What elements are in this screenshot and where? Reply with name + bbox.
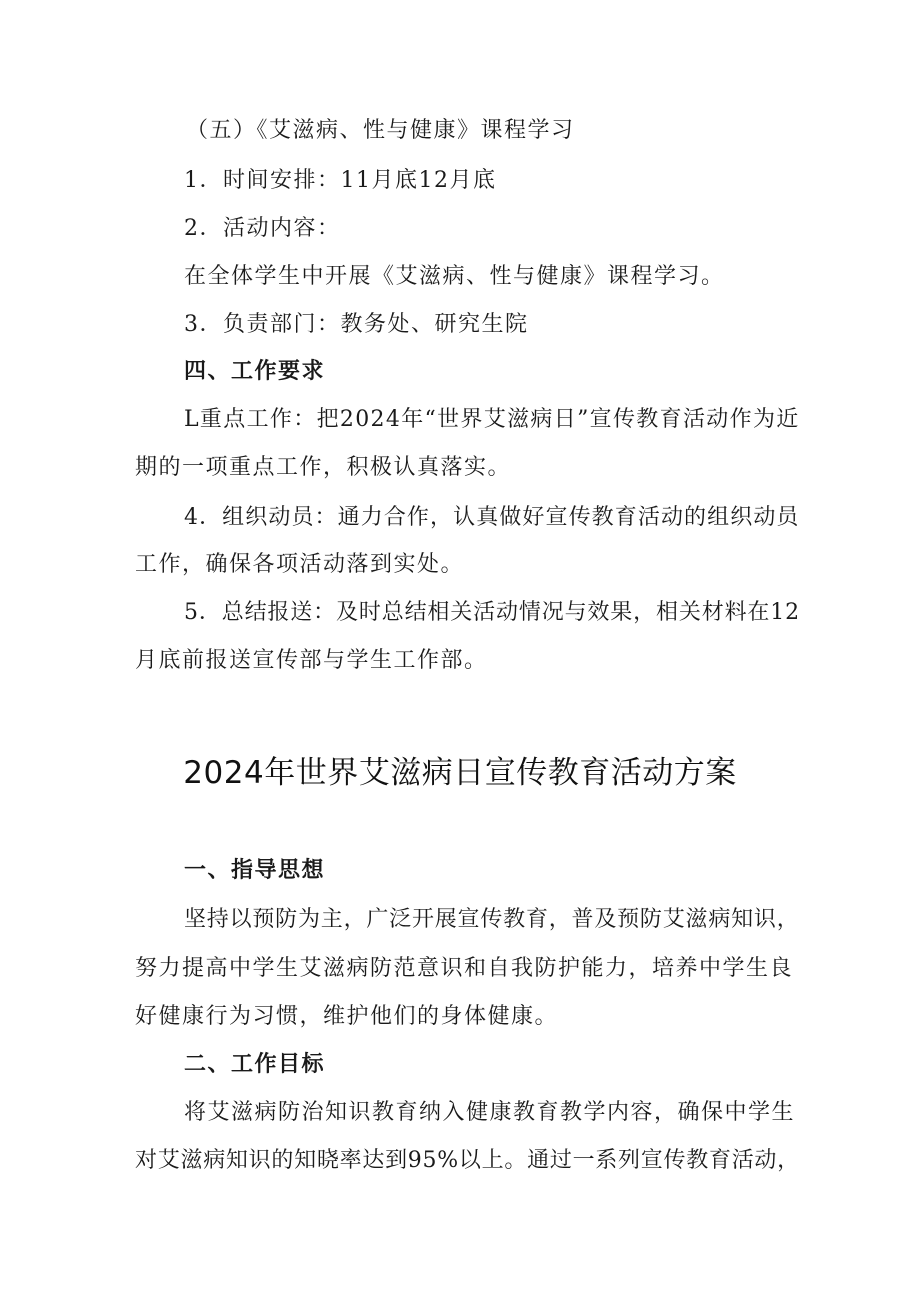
list-item-activity-content: 2．活动内容：	[184, 216, 341, 241]
requirement-report-line1: 5．总结报送：及时总结相关活动情况与效果，相关材料在12	[184, 600, 800, 625]
paragraph-activity-description: 在全体学生中开展《艾滋病、性与健康》课程学习。	[184, 264, 725, 289]
requirement-key-work-line2: 期的一项重点工作，积极认真落实。	[135, 455, 512, 480]
list-item-schedule: 1．时间安排：11月底12月底	[184, 168, 497, 193]
requirement-mobilization-line1: 4．组织动员：通力合作，认真做好宣传教育活动的组织动员	[184, 505, 800, 530]
section-heading-work-requirements: 四、工作要求	[184, 359, 326, 384]
requirement-report-line2: 月底前报送宣传部与学生工作部。	[135, 648, 488, 673]
guiding-ideology-line2: 努力提高中学生艾滋病防范意识和自我防护能力，培养中学生良	[135, 956, 794, 981]
work-goals-line1: 将艾滋病防治知识教育纳入健康教育教学内容，确保中学生	[184, 1100, 796, 1125]
sub-heading-course-study: （五）《艾滋病、性与健康》课程学习	[186, 118, 575, 143]
document-title: 2024年世界艾滋病日宣传教育活动方案	[183, 755, 737, 791]
section-heading-guiding-ideology: 一、指导思想	[184, 858, 326, 883]
requirement-mobilization-line2: 工作，确保各项活动落到实处。	[135, 552, 465, 577]
guiding-ideology-line3: 好健康行为习惯，维护他们的身体健康。	[135, 1004, 559, 1029]
list-item-responsible-dept: 3．负责部门：教务处、研究生院	[184, 312, 529, 337]
guiding-ideology-line1: 坚持以预防为主，广泛开展宣传教育，普及预防艾滋病知识，	[184, 907, 800, 932]
work-goals-line2: 对艾滋病知识的知晓率达到95%以上。通过一系列宣传教育活动，	[135, 1148, 800, 1173]
section-heading-work-goals: 二、工作目标	[184, 1052, 326, 1077]
requirement-key-work-line1: L重点工作：把2024年“世界艾滋病日”宣传教育活动作为近	[184, 407, 800, 432]
